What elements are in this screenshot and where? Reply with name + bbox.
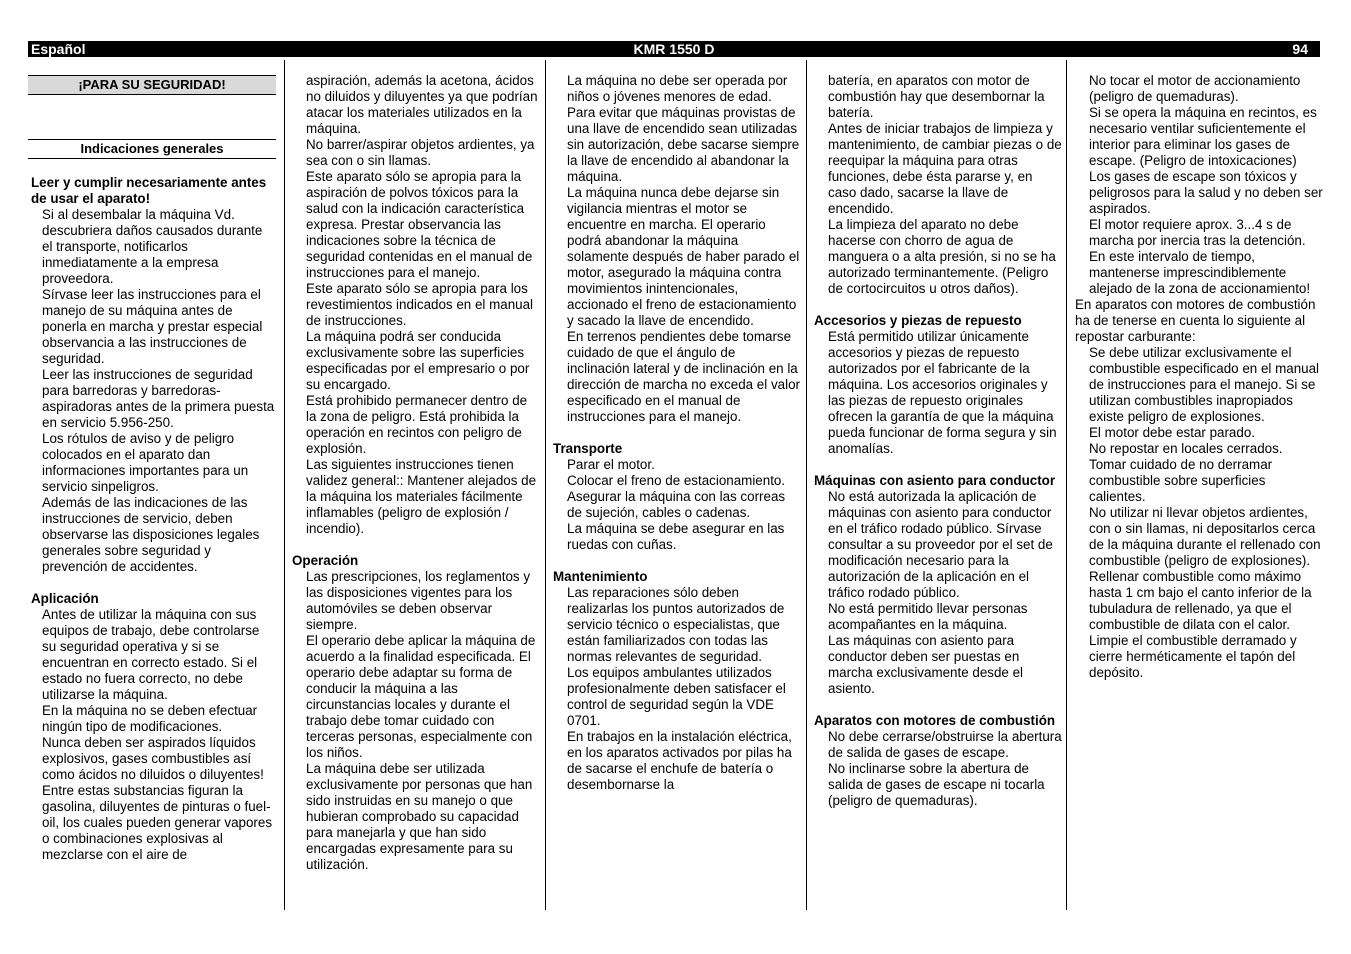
paragraph: No utilizar ni llevar objetos ardientes, con o sin llamas, ni depositarlos cerca de la máquina durante el rellenado con combustible (peligro de explosiones). xyxy=(1089,505,1321,568)
subheading-general: Indicaciones generales xyxy=(28,139,276,159)
section-heading: Operación xyxy=(292,553,359,568)
paragraph: La máquina debe ser utilizada exclusivamente por personas que han sido instruidas en su manejo o que hubieran comprobado su capacidad para manejarla y que han sido encargadas expresamente para su utilización. xyxy=(306,761,533,872)
paragraph: No está autorizada la aplicación de máquinas con asiento para conductor en el tráfico rodado público. Sírvase consultar a su proveedor por el set de modificación necesario para la autorización de la aplicación en el tráfico rodado público. xyxy=(828,489,1053,600)
paragraph: No está permitido llevar personas acompañantes en la máquina. xyxy=(828,601,1028,632)
paragraph: aspiración, además la acetona, ácidos no diluidos y diluyentes ya que podrían atacar los materiales utilizados en la máquina. xyxy=(306,73,538,136)
paragraph: batería, en aparatos con motor de combustión hay que desembornar la batería. xyxy=(828,73,1045,120)
paragraph: Este aparato sólo se apropia para los revestimientos indicados en el manual de instrucciones. xyxy=(306,281,534,328)
column-5 xyxy=(1075,73,1323,681)
paragraph: Se debe utilizar exclusivamente el combustible especificado en el manual de instrucciones para el manejo. Si se utilizan combustibles inapropiados existe peligro de explosiones. xyxy=(1089,345,1320,424)
paragraph: Los equipos ambulantes utilizados profesionalmente deben satisfacer el control de seguridad según la VDE 0701. xyxy=(567,665,786,728)
paragraph: Limpie el combustible derramado y cierre herméticamente el tapón del depósito. xyxy=(1089,633,1297,680)
safety-banner: ¡PARA SU SEGURIDAD! xyxy=(28,75,276,95)
header-language: Español xyxy=(31,41,86,57)
page-header xyxy=(28,41,1320,57)
paragraph: Las máquinas con asiento para conductor deben ser puestas en marcha exclusivamente desde el asiento. xyxy=(828,633,1024,696)
column-divider xyxy=(1066,60,1067,910)
header-page-number: 94 xyxy=(1292,41,1308,57)
column-2 xyxy=(292,73,540,873)
column-divider xyxy=(806,60,807,910)
paragraph: Las prescripciones, los reglamentos y las disposiciones vigentes para los automóviles se deben observar siempre. xyxy=(306,569,531,632)
column-divider xyxy=(284,60,285,910)
paragraph: Nunca deben ser aspirados líquidos explosivos, gases combustibles así como ácidos no diluidos o diluyentes! Entre estas substancias figuran la gasolina, diluyentes de pinturas o fuel-oil, los cuales pueden generar vapores o combinaciones explosivas al mezclarse con el aire de xyxy=(42,735,273,862)
column-3 xyxy=(553,73,801,793)
paragraph: En la máquina no se deben efectuar ningún tipo de modificaciones. xyxy=(42,703,258,734)
paragraph: Colocar el freno de estacionamiento. xyxy=(567,473,786,488)
paragraph: La máquina podrá ser conducida exclusivamente sobre las superficies especificadas por el empresario o por su encargado. xyxy=(306,329,530,392)
column-divider xyxy=(545,60,546,910)
section-heading: Mantenimiento xyxy=(553,569,648,584)
paragraph: Antes de iniciar trabajos de limpieza y mantenimiento, de cambiar piezas o de reequipar la máquina para otras funciones, debe ésta pararse y, en caso dado, sacarse la llave de encendido. xyxy=(828,121,1062,216)
paragraph: Rellenar combustible como máximo hasta 1 cm bajo el canto inferior de la tubuladura de rellenado, ya que el combustible de dilata con el calor. xyxy=(1089,569,1312,632)
paragraph: Asegurar la máquina con las correas de sujeción, cables o cadenas. xyxy=(567,489,786,520)
paragraph: En trabajos en la instalación eléctrica, en los aparatos activados por pilas ha de sacarse el enchufe de batería o desembornarse la xyxy=(567,729,792,792)
paragraph: No inclinarse sobre la abertura de salida de gases de escape ni tocarla (peligro de quemaduras). xyxy=(828,761,1045,808)
paragraph: Parar el motor. xyxy=(567,457,655,472)
paragraph: No tocar el motor de accionamiento (peligro de quemaduras). xyxy=(1089,73,1301,104)
column-4 xyxy=(814,73,1062,809)
paragraph: Los gases de escape son tóxicos y peligrosos para la salud y no deben ser aspirados. xyxy=(1089,169,1323,216)
paragraph: No debe cerrarse/obstruirse la abertura de salida de gases de escape. xyxy=(828,729,1062,760)
paragraph: Está permitido utilizar únicamente accesorios y piezas de repuesto autorizados por el fabricante de la máquina. Los accesorios originales y las piezas de repuesto originales ofrecen la garantía de que la máquina pueda funcionar de forma segura y sin anomalías. xyxy=(828,329,1057,456)
paragraph: Si se opera la máquina en recintos, es necesario ventilar suficientemente el interior para eliminar los gases de escape. (Peligro de intoxicaciones) xyxy=(1089,105,1317,168)
header-model: KMR 1550 D xyxy=(633,41,715,57)
paragraph: El motor debe estar parado. xyxy=(1089,425,1255,440)
paragraph: Para evitar que máquinas provistas de una llave de encendido sean utilizadas sin autorización, debe sacarse siempre la llave de encendido al abandonar la máquina. xyxy=(567,105,800,184)
paragraph: La máquina no debe ser operada por niños o jóvenes menores de edad. xyxy=(567,73,788,104)
paragraph: Está prohibido permanecer dentro de la zona de peligro. Está prohibida la operación en recintos con peligro de explosión. xyxy=(306,393,528,456)
paragraph: Las reparaciones sólo deben realizarlas los puntos autorizados de servicio técnico o especialistas, que están familiarizados con todas las normas relevantes de seguridad. xyxy=(567,585,785,664)
section-heading: Aparatos con motores de combustión xyxy=(814,713,1056,728)
paragraph: Antes de utilizar la máquina con sus equipos de trabajo, debe controlarse su seguridad operativa y si se encuentran en correcto estado. Si el estado no fuera correcto, no debe utilizarse la máquina. xyxy=(42,607,260,702)
paragraph: La máquina nunca debe dejarse sin vigilancia mientras el motor se encuentre en marcha. El operario podrá abandonar la máquina solamente después de haber parado el motor, asegurado la máquina contra movimientos inintencionales, accionado el freno de estacionamiento y sacado la llave de encendido. xyxy=(567,185,800,328)
paragraph: El motor requiere aprox. 3...4 s de marcha por inercia tras la detención. En este intervalo de tiempo, mantenerse imprescindiblemente alejado de la zona de accionamiento! xyxy=(1089,217,1311,296)
paragraph: No repostar en locales cerrados. xyxy=(1089,441,1283,456)
section-heading: Leer y cumplir necesariamente antes de usar el aparato! xyxy=(31,175,267,206)
paragraph: En terrenos pendientes debe tomarse cuidado de que el ángulo de inclinación lateral y de inclinación en la dirección de marcha no exceda el valor especificado en el manual de instrucciones para el manejo. xyxy=(567,329,800,424)
paragraph: Este aparato sólo se apropia para la aspiración de polvos tóxicos para la salud con la indicación característica expresa. Prestar observancia las indicaciones sobre la técnica de seguridad contenidas en el manual de instrucciones para el manejo. xyxy=(306,169,533,280)
paragraph: La máquina se debe asegurar en las ruedas con cuñas. xyxy=(567,521,785,552)
paragraph: Si al desembalar la máquina Vd. descubriera daños causados durante el transporte, notificarlos inmediatamente a la empresa proveedora. xyxy=(42,207,263,286)
section-heading: Transporte xyxy=(553,441,623,456)
column-1 xyxy=(28,73,276,863)
paragraph: Leer las instrucciones de seguridad para barredoras y barredoras-aspiradoras antes de la primera puesta en servicio 5.956-250. xyxy=(42,367,275,430)
section-heading: Máquinas con asiento para conductor xyxy=(814,473,1056,488)
paragraph: Tomar cuidado de no derramar combustible sobre superficies calientes. xyxy=(1089,457,1273,504)
paragraph: El operario debe aplicar la máquina de acuerdo a la finalidad especificada. El operario debe adaptar su forma de conducir la máquina a las circunstancias locales y durante el trabajo debe tomar cuidado con terceras personas, especialmente con los niños. xyxy=(306,633,536,760)
paragraph: Además de las indicaciones de las instrucciones de servicio, deben observarse las disposiciones legales generales sobre seguridad y prevención de accidentes. xyxy=(42,495,260,574)
section-heading: Accesorios y piezas de repuesto xyxy=(814,313,1022,328)
paragraph: La limpieza del aparato no debe hacerse con chorro de agua de manguera o a alta presión, si no se ha autorizado terminantemente. (Peligro de cortocircuitos u otros daños). xyxy=(828,217,1056,296)
paragraph: Las siguientes instrucciones tienen validez general:: Mantener alejados de la máquina los materiales fácilmente inflamables (peligro de explosión / incendio). xyxy=(306,457,537,536)
paragraph-plain: En aparatos con motores de combustión ha de tenerse en cuenta lo siguiente al repostar carburante: xyxy=(1075,297,1316,344)
paragraph: Sírvase leer las instrucciones para el manejo de su máquina antes de ponerla en marcha y prestar especial observancia a las instrucciones de seguridad. xyxy=(42,287,263,366)
section-heading: Aplicación xyxy=(31,591,99,606)
paragraph: Los rótulos de aviso y de peligro colocados en el aparato dan informaciones importantes para un servicio sinpeligros. xyxy=(42,431,249,494)
paragraph: No barrer/aspirar objetos ardientes, ya sea con o sin llamas. xyxy=(306,137,535,168)
